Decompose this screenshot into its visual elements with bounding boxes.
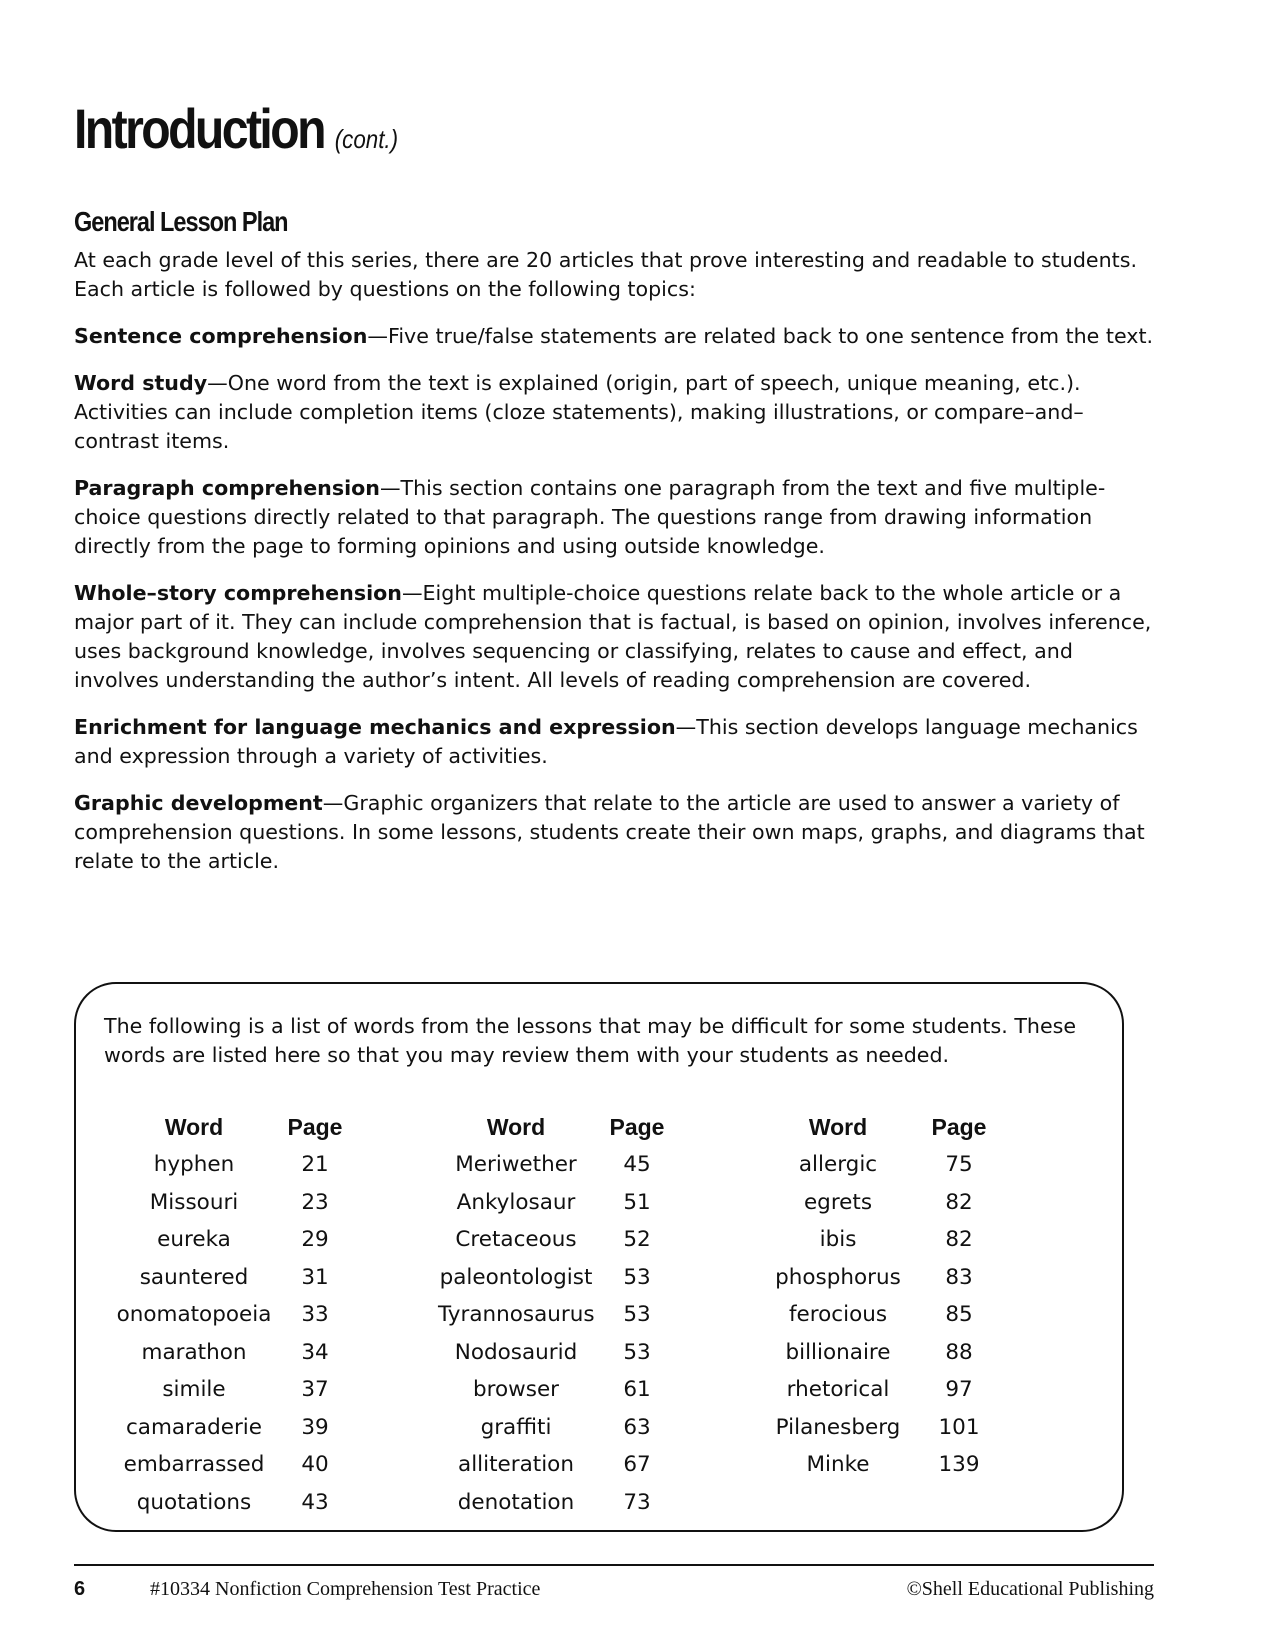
lesson-plan-body bbox=[74, 246, 1164, 894]
vocab-page: 101 bbox=[938, 1414, 980, 1440]
word-column bbox=[116, 1109, 358, 1521]
topic-paragraph bbox=[74, 713, 1164, 771]
vocab-word: camaraderie bbox=[125, 1414, 263, 1440]
vocab-page: 85 bbox=[945, 1302, 973, 1327]
topic-paragraph bbox=[74, 369, 1164, 456]
column-header-page: Page bbox=[931, 1114, 987, 1140]
vocab-page: 43 bbox=[301, 1489, 329, 1515]
page-title-suffix: (cont.) bbox=[334, 124, 399, 154]
vocab-word: quotations bbox=[136, 1489, 252, 1515]
topic-text: —This section contains one paragraph from the text and five multiple-choice questions directly related to that paragraph. The questions range from drawing information directly from the page to forming opinions and using outside knowledge. bbox=[74, 476, 1106, 558]
topic-paragraph bbox=[74, 579, 1164, 695]
vocab-page: 40 bbox=[301, 1452, 329, 1477]
topic-paragraph bbox=[74, 789, 1164, 876]
vocab-word: Pilanesberg bbox=[775, 1414, 901, 1440]
vocab-word: graffiti bbox=[480, 1414, 552, 1440]
column-header-word: Word bbox=[164, 1114, 224, 1140]
topic-term: Sentence comprehension bbox=[74, 324, 368, 348]
vocab-page: 53 bbox=[623, 1264, 651, 1290]
vocab-page: 139 bbox=[938, 1452, 980, 1477]
vocab-word: simile bbox=[162, 1377, 226, 1402]
vocab-word: Ankylosaur bbox=[456, 1189, 576, 1215]
vocab-word: Cretaceous bbox=[455, 1227, 577, 1252]
intro-paragraph: At each grade level of this series, there are 20 articles that prove interesting and readable to students. Each article is followed by questions on the following topics: bbox=[74, 248, 1137, 301]
vocab-page: 23 bbox=[301, 1189, 329, 1215]
vocab-word: onomatopoeia bbox=[116, 1302, 272, 1327]
vocab-page: 52 bbox=[623, 1227, 651, 1252]
vocab-word: browser bbox=[472, 1377, 560, 1402]
vocab-word: Tyrannosaurus bbox=[438, 1302, 595, 1327]
vocab-page: 83 bbox=[945, 1264, 973, 1290]
column-header-page: Page bbox=[609, 1114, 665, 1140]
topic-text: —Eight multiple-choice questions relate back to the whole article or a major part of it. They can include comprehension that is factual, is based on opinion, involves inference, uses background knowledge, involves sequencing or classifying, relates to cause and effect, and involves understanding the author’s intent. All levels of reading comprehension are covered. bbox=[74, 581, 1152, 692]
column-header-word: Word bbox=[486, 1114, 546, 1140]
vocab-page: 82 bbox=[945, 1189, 973, 1215]
vocab-page: 45 bbox=[623, 1152, 651, 1177]
vocab-word: alliteration bbox=[458, 1452, 574, 1477]
page-title bbox=[74, 96, 398, 161]
vocab-page: 88 bbox=[945, 1339, 973, 1365]
vocab-word: egrets bbox=[803, 1189, 873, 1215]
vocab-page: 31 bbox=[301, 1264, 329, 1290]
word-box-intro: The following is a list of words from the lessons that may be difficult for some students. These words are listed here so that you may review them with your students as needed. bbox=[104, 1014, 1077, 1067]
word-column bbox=[760, 1109, 1002, 1484]
vocab-page: 39 bbox=[301, 1414, 329, 1440]
topic-term: Graphic development bbox=[74, 791, 323, 815]
section-heading: General Lesson Plan bbox=[74, 206, 288, 237]
vocab-page: 51 bbox=[623, 1189, 651, 1215]
vocab-page: 75 bbox=[945, 1152, 973, 1177]
vocab-word: paleontologist bbox=[439, 1264, 593, 1290]
vocab-page: 73 bbox=[623, 1489, 651, 1515]
topic-term: Whole–story comprehension bbox=[74, 581, 402, 605]
column-header-page: Page bbox=[287, 1114, 343, 1140]
vocab-word: marathon bbox=[141, 1339, 247, 1365]
vocab-page: 63 bbox=[623, 1414, 651, 1440]
difficult-words-box bbox=[74, 982, 1124, 1532]
vocab-word: allergic bbox=[798, 1152, 878, 1177]
vocab-word: ibis bbox=[819, 1227, 857, 1252]
vocab-word: ferocious bbox=[788, 1302, 888, 1327]
column-header-word: Word bbox=[808, 1114, 868, 1140]
vocab-word: hyphen bbox=[153, 1152, 235, 1177]
vocab-word: phosphorus bbox=[775, 1264, 901, 1290]
vocab-page: 61 bbox=[623, 1377, 651, 1402]
vocab-word: Nodosaurid bbox=[454, 1339, 578, 1365]
footer-divider bbox=[74, 1564, 1154, 1566]
topic-paragraph bbox=[74, 474, 1164, 561]
vocab-word: billionaire bbox=[785, 1339, 891, 1365]
vocab-page: 37 bbox=[301, 1377, 329, 1402]
footer-copyright: ©Shell Educational Publishing bbox=[906, 1578, 1154, 1600]
footer-page-number: 6 bbox=[74, 1578, 86, 1600]
vocab-page: 97 bbox=[945, 1377, 973, 1402]
vocab-word: eureka bbox=[157, 1227, 231, 1252]
vocab-page: 53 bbox=[623, 1302, 651, 1327]
vocab-page: 33 bbox=[301, 1302, 329, 1327]
vocab-page: 34 bbox=[301, 1339, 329, 1365]
vocab-word: Missouri bbox=[149, 1189, 239, 1215]
vocab-word: sauntered bbox=[139, 1264, 249, 1290]
vocab-page: 67 bbox=[623, 1452, 651, 1477]
vocab-word: Meriwether bbox=[455, 1152, 577, 1177]
footer-book-title: #10334 Nonfiction Comprehension Test Practice bbox=[150, 1578, 541, 1600]
topic-paragraph bbox=[74, 322, 1164, 351]
vocab-word: rhetorical bbox=[786, 1377, 890, 1402]
vocab-page: 29 bbox=[301, 1227, 329, 1252]
vocab-word: embarrassed bbox=[123, 1452, 265, 1477]
vocab-page: 82 bbox=[945, 1227, 973, 1252]
topic-text: —One word from the text is explained (origin, part of speech, unique meaning, etc.). Activities can include completion items (cloze statements), making illustrations, or compare–and–contrast items. bbox=[74, 371, 1084, 453]
page-title-text: Introduction bbox=[74, 97, 324, 160]
vocab-word: denotation bbox=[457, 1489, 575, 1515]
vocab-page: 53 bbox=[623, 1339, 651, 1365]
vocab-page: 21 bbox=[301, 1152, 329, 1177]
topic-text: —Five true/false statements are related back to one sentence from the text. bbox=[367, 324, 1154, 348]
topic-term: Enrichment for language mechanics and expression bbox=[74, 715, 676, 739]
vocab-word: Minke bbox=[806, 1452, 870, 1477]
word-column bbox=[438, 1109, 680, 1521]
topic-term: Word study bbox=[74, 371, 208, 395]
topic-term: Paragraph comprehension bbox=[74, 476, 380, 500]
topic-text: —Graphic organizers that relate to the article are used to answer a variety of comprehension questions. In some lessons, students create their own maps, graphs, and diagrams that relate to the article. bbox=[74, 791, 1145, 873]
topic-text: —This section develops language mechanics and expression through a variety of activities. bbox=[74, 715, 1138, 768]
